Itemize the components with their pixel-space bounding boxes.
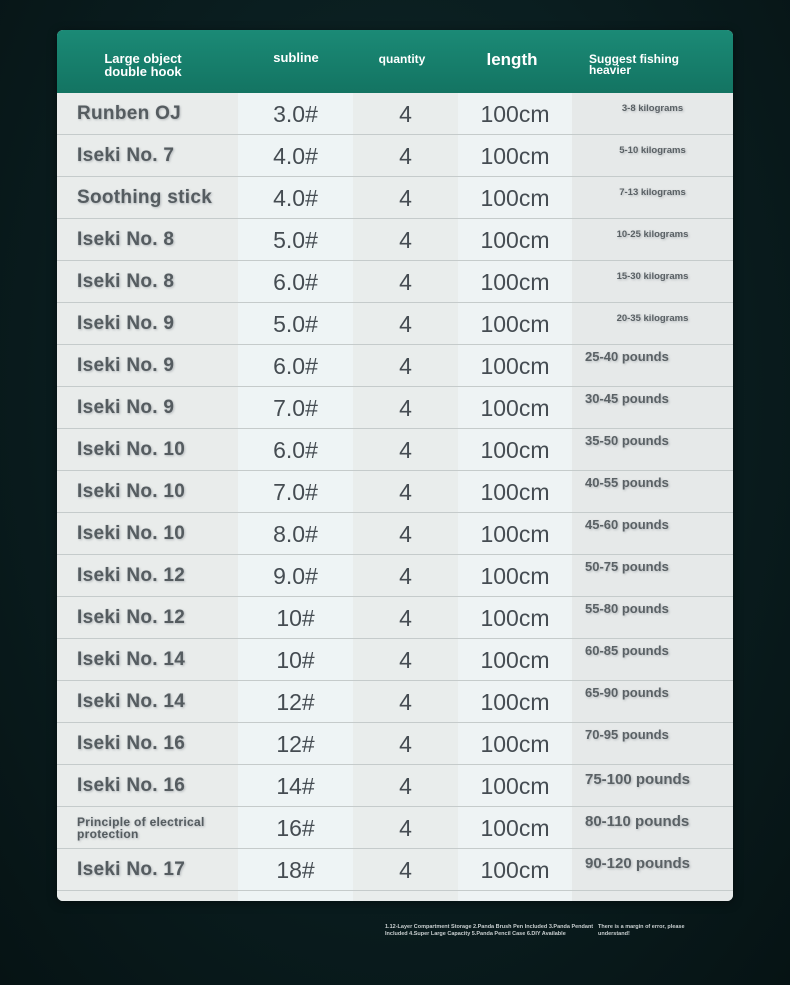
quantity-cell: 4 — [399, 730, 412, 757]
length-cell: 100cm — [480, 478, 550, 505]
subline-cell: 7.0# — [273, 394, 318, 421]
subline-cell: 6.0# — [273, 352, 318, 379]
length-cell: 100cm — [480, 226, 550, 253]
quantity-cell: 4 — [399, 100, 412, 127]
hook-name-cell: Iseki No. 8 — [77, 229, 175, 250]
quantity-cell: 4 — [399, 604, 412, 631]
quantity-cell: 4 — [399, 688, 412, 715]
table-row — [57, 723, 733, 765]
hook-name-cell: Soothing stick — [77, 187, 213, 208]
hook-name-cell: Iseki No. 9 — [77, 313, 175, 334]
fishing-hook-spec-table — [57, 30, 733, 901]
subline-cell: 4.0# — [273, 142, 318, 169]
quantity-cell: 4 — [399, 520, 412, 547]
table-row — [57, 429, 733, 471]
quantity-cell: 4 — [399, 772, 412, 799]
header-quantity: quantity — [378, 52, 426, 66]
subline-cell: 8.0# — [273, 520, 318, 547]
subline-cell: 16# — [276, 814, 315, 841]
suggested-weight-cell: 10-25 kilograms — [616, 229, 689, 240]
table-row — [57, 513, 733, 555]
suggested-weight-cell: 80-110 pounds — [585, 813, 690, 830]
quantity-cell: 4 — [399, 184, 412, 211]
table-row — [57, 555, 733, 597]
subline-cell: 6.0# — [273, 436, 318, 463]
suggested-weight-cell: 90-120 pounds — [585, 855, 691, 872]
quantity-cell: 4 — [399, 352, 412, 379]
header-name-line1: Large object — [104, 51, 182, 66]
length-cell: 100cm — [480, 352, 550, 379]
quantity-cell: 4 — [399, 142, 412, 169]
hook-name-cell: Principle of electrical protection — [77, 815, 205, 841]
suggested-weight-cell: 25-40 pounds — [585, 349, 669, 364]
subline-cell: 5.0# — [273, 310, 318, 337]
suggested-weight-cell: 30-45 pounds — [585, 391, 669, 406]
subline-cell: 12# — [276, 730, 315, 757]
table-row — [57, 261, 733, 303]
hook-name-cell: Iseki No. 17 — [77, 859, 186, 880]
table-row — [57, 93, 733, 135]
suggested-weight-cell: 40-55 pounds — [585, 475, 669, 490]
table-row — [57, 303, 733, 345]
length-cell: 100cm — [480, 268, 550, 295]
suggested-weight-cell: 35-50 pounds — [585, 433, 669, 448]
length-cell: 100cm — [480, 520, 550, 547]
quantity-cell: 4 — [399, 310, 412, 337]
subline-cell: 7.0# — [273, 478, 318, 505]
quantity-cell: 4 — [399, 856, 412, 883]
header-subline: subline — [273, 50, 319, 65]
hook-name-cell: Runben OJ — [77, 103, 182, 124]
quantity-cell: 4 — [399, 478, 412, 505]
suggested-weight-cell: 7-13 kilograms — [619, 187, 686, 198]
table-row — [57, 597, 733, 639]
subline-cell: 4.0# — [273, 184, 318, 211]
length-cell: 100cm — [480, 142, 550, 169]
header-name-line2: double hook — [104, 64, 182, 79]
hook-name-cell: Iseki No. 9 — [77, 397, 175, 418]
subline-cell: 5.0# — [273, 226, 318, 253]
subline-cell: 10# — [276, 604, 315, 631]
suggested-weight-cell: 3-8 kilograms — [621, 103, 684, 114]
length-cell: 100cm — [480, 688, 550, 715]
subline-cell: 6.0# — [273, 268, 318, 295]
hook-name-cell: Iseki No. 10 — [77, 523, 186, 544]
table-row — [57, 135, 733, 177]
suggested-weight-cell: 70-95 pounds — [585, 727, 669, 742]
quantity-cell: 4 — [399, 562, 412, 589]
hook-name-cell: Iseki No. 9 — [77, 355, 175, 376]
hook-name-cell: Iseki No. 16 — [77, 733, 186, 754]
hook-name-cell: Iseki No. 7 — [77, 145, 175, 166]
subline-cell: 10# — [276, 646, 315, 673]
suggested-weight-cell: 50-75 pounds — [585, 559, 669, 574]
length-cell: 100cm — [480, 814, 550, 841]
header-suggest-line2: heavier — [589, 63, 632, 77]
subline-cell: 9.0# — [273, 562, 318, 589]
hook-name-cell: Iseki No. 10 — [77, 481, 186, 502]
table-row — [57, 471, 733, 513]
header-length: length — [486, 50, 538, 69]
hook-name-cell: Iseki No. 14 — [77, 691, 186, 712]
table-row — [57, 639, 733, 681]
footnote-error-margin: There is a margin of error, please understand! — [598, 924, 685, 937]
suggested-weight-cell: 5-10 kilograms — [619, 145, 686, 156]
length-cell: 100cm — [480, 772, 550, 799]
table-row — [57, 219, 733, 261]
length-cell: 100cm — [480, 310, 550, 337]
table-row — [57, 387, 733, 429]
header-suggest-line1: Suggest fishing — [589, 52, 679, 66]
table-row — [57, 849, 733, 891]
quantity-cell: 4 — [399, 394, 412, 421]
subline-cell: 18# — [276, 856, 315, 883]
table-row — [57, 807, 733, 849]
header-suggested-weight — [577, 54, 702, 76]
table-row — [57, 177, 733, 219]
length-cell: 100cm — [480, 856, 550, 883]
table-row — [57, 681, 733, 723]
table-row — [57, 345, 733, 387]
length-cell: 100cm — [480, 100, 550, 127]
length-cell: 100cm — [480, 436, 550, 463]
length-cell: 100cm — [480, 730, 550, 757]
quantity-cell: 4 — [399, 268, 412, 295]
quantity-cell: 4 — [399, 226, 412, 253]
hook-name-cell: Iseki No. 16 — [77, 775, 186, 796]
suggested-weight-cell: 75-100 pounds — [585, 771, 691, 788]
hook-name-cell: Iseki No. 12 — [77, 607, 186, 628]
subline-cell: 14# — [276, 772, 315, 799]
quantity-cell: 4 — [399, 646, 412, 673]
table-header — [57, 30, 733, 93]
suggested-weight-cell: 60-85 pounds — [585, 643, 669, 658]
suggested-weight-cell: 20-35 kilograms — [616, 313, 689, 324]
suggested-weight-cell: 65-90 pounds — [585, 685, 669, 700]
suggested-weight-cell: 45-60 pounds — [585, 517, 669, 532]
hook-name-cell: Iseki No. 8 — [77, 271, 175, 292]
table-body — [57, 93, 733, 901]
subline-cell: 12# — [276, 688, 315, 715]
length-cell: 100cm — [480, 562, 550, 589]
hook-name-cell: Iseki No. 14 — [77, 649, 186, 670]
subline-cell: 3.0# — [273, 100, 318, 127]
hook-name-cell: Iseki No. 10 — [77, 439, 186, 460]
length-cell: 100cm — [480, 604, 550, 631]
footnote-features: 1.12-Layer Compartment Storage 2.Panda Brush Pen Included 3.Panda Pendant Included 4.Super Large Capacity 5.Panda Pencil Case 6.DIY Available — [385, 924, 594, 937]
table-row — [57, 765, 733, 807]
length-cell: 100cm — [480, 646, 550, 673]
header-hook-name — [83, 52, 203, 78]
quantity-cell: 4 — [399, 436, 412, 463]
suggested-weight-cell: 55-80 pounds — [585, 601, 669, 616]
length-cell: 100cm — [480, 184, 550, 211]
hook-name-cell: Iseki No. 12 — [77, 565, 186, 586]
suggested-weight-cell: 15-30 kilograms — [616, 271, 689, 282]
quantity-cell: 4 — [399, 814, 412, 841]
length-cell: 100cm — [480, 394, 550, 421]
